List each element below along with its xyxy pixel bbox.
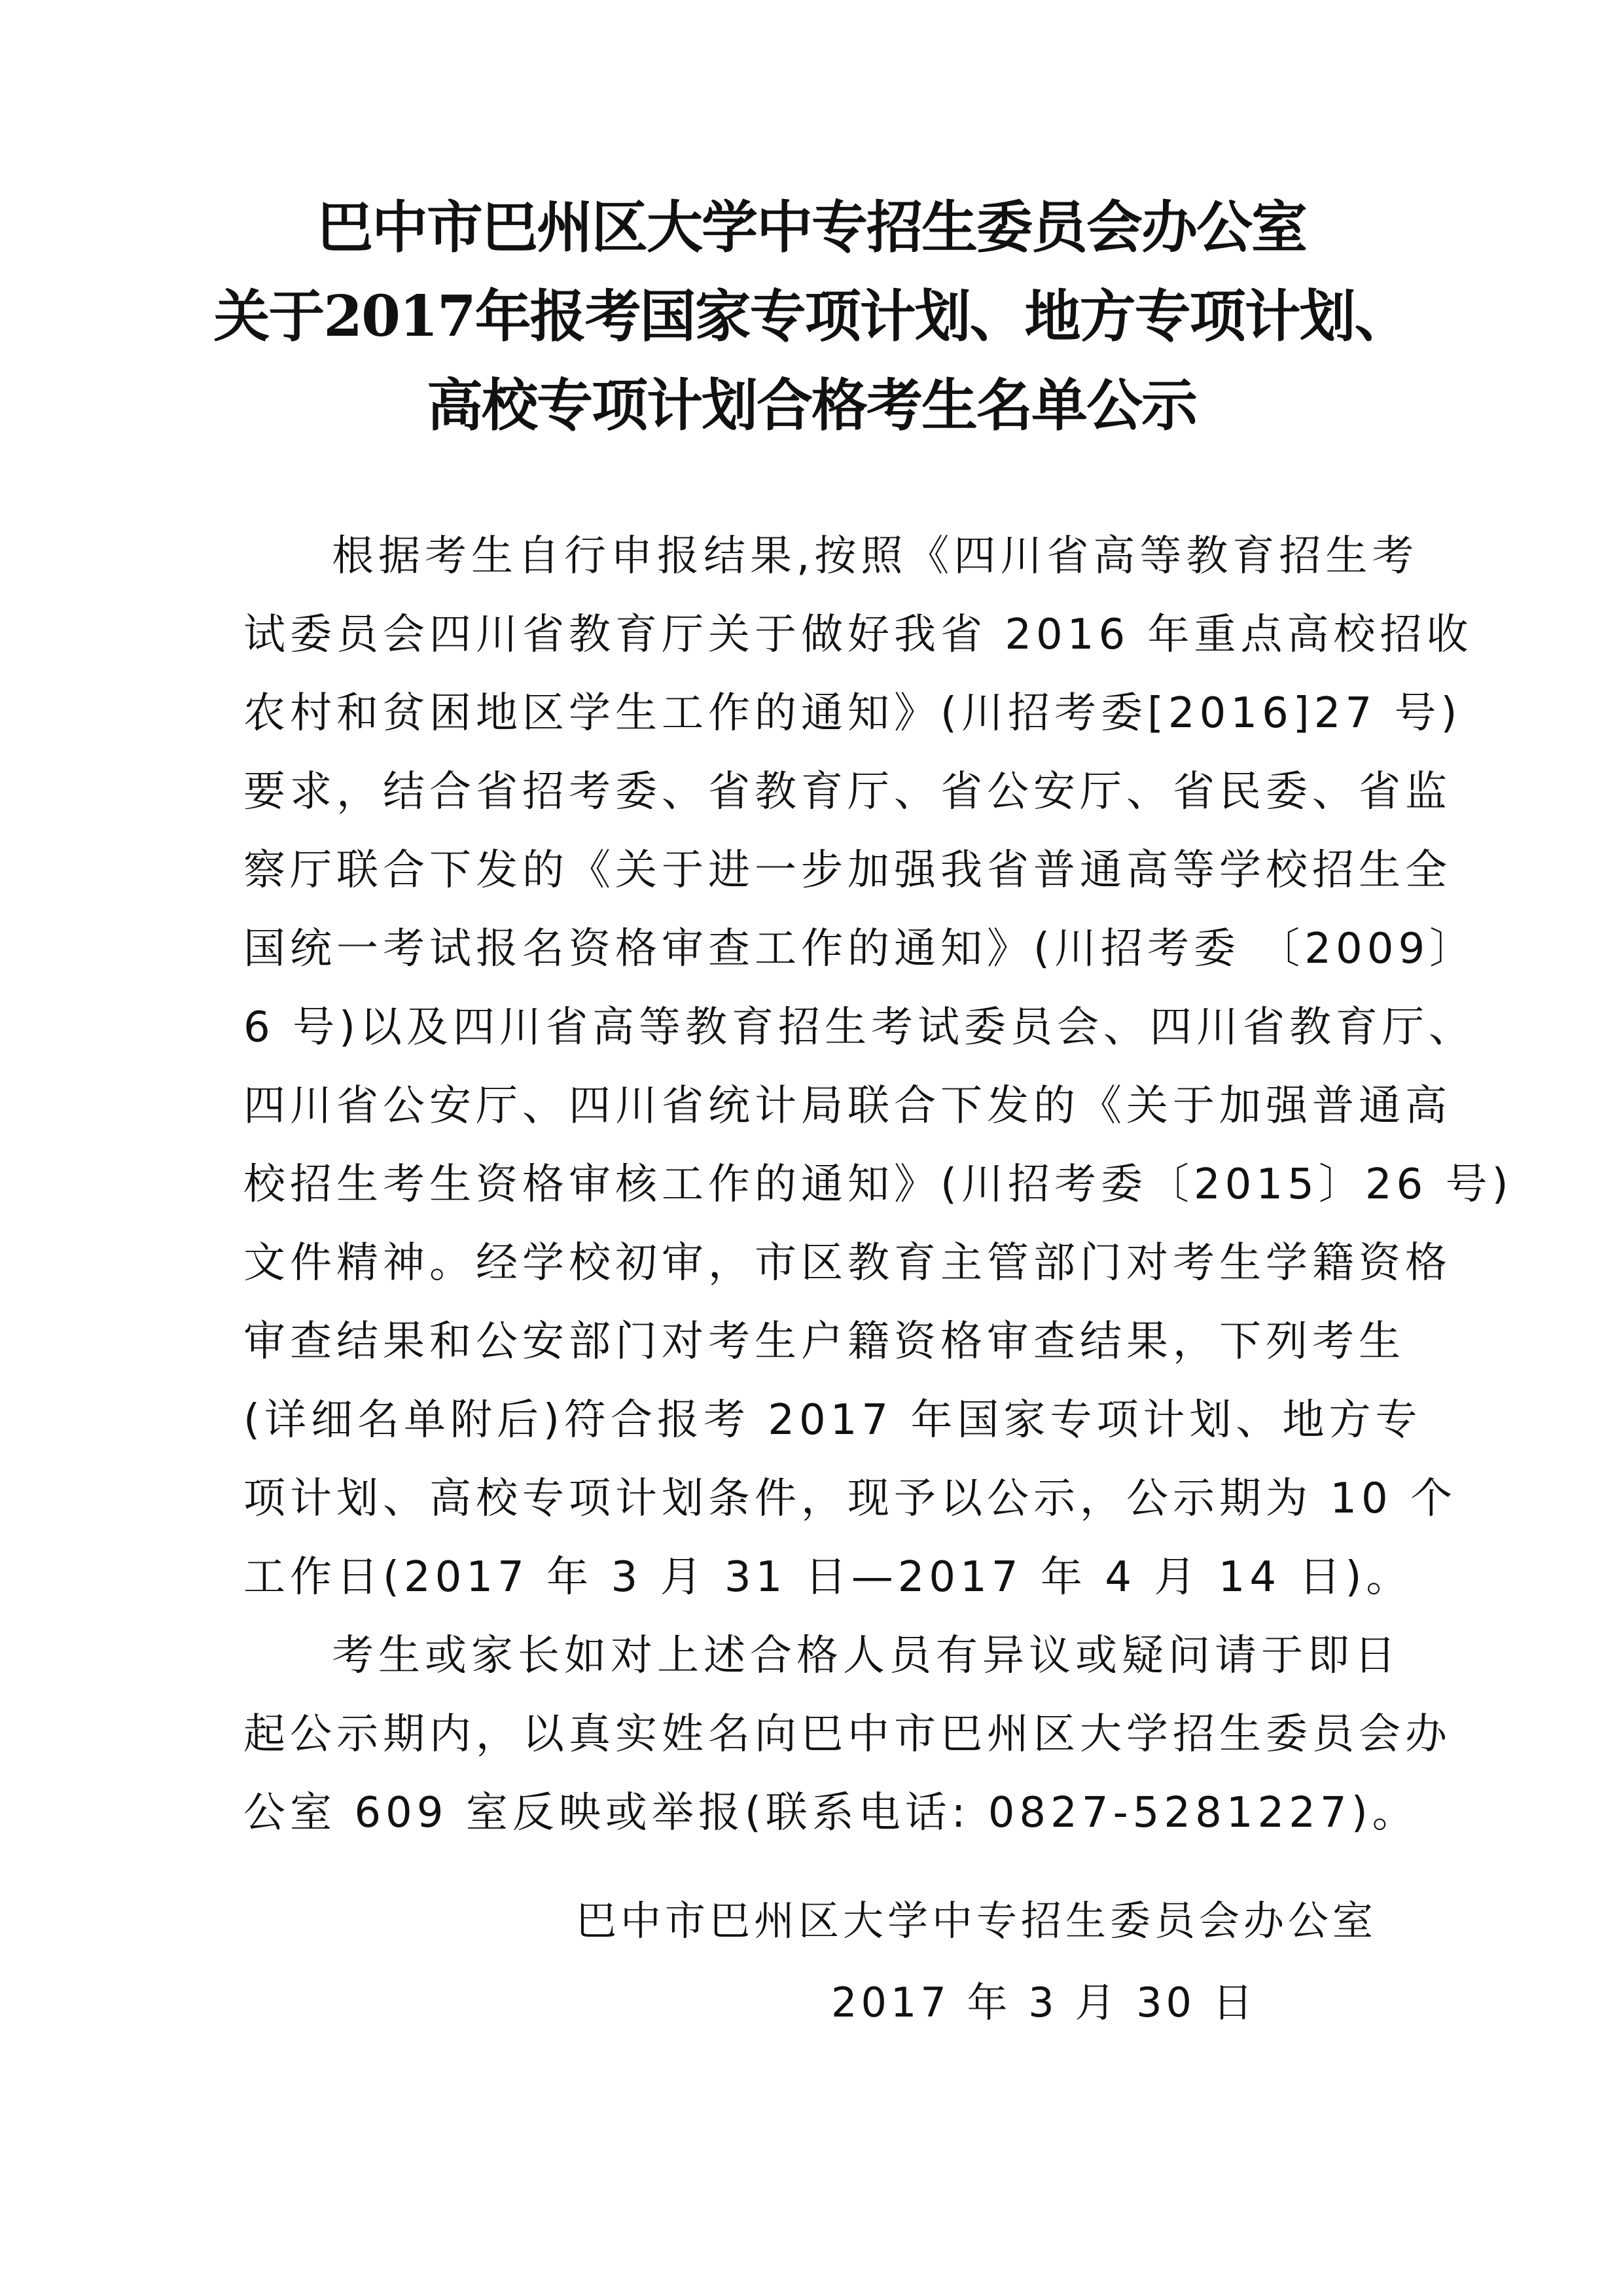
body-line-6: 国统一考试报名资格审查工作的通知》(川招考委 〔2009〕 <box>243 925 1476 973</box>
body-line-13: 项计划、高校专项计划条件，现予以公示，公示期为 10 个 <box>243 1475 1457 1523</box>
document-body <box>243 517 1513 1852</box>
body-line-16: 起公示期内，以真实姓名向巴中市巴州区大学招生委员会办 <box>243 1710 1452 1759</box>
body-line-11: 审查结果和公安部门对考生户籍资格审查结果，下列考生 <box>243 1318 1405 1366</box>
body-line-2: 试委员会四川省教育厅关于做好我省 2016 年重点高校招收 <box>243 611 1473 659</box>
title-line-3: 高校专项计划合格考生名单公示 <box>427 372 1196 439</box>
body-line-15: 考生或家长如对上述合格人员有异议或疑问请于即日 <box>332 1632 1400 1680</box>
issue-date: 2017 年 3 月 30 日 <box>831 1979 1257 2026</box>
title-line-2: 关于2017年报考国家专项计划、地方专项计划、 <box>213 283 1410 350</box>
body-line-10: 文件精神。经学校初审，市区教育主管部门对考生学籍资格 <box>243 1239 1452 1287</box>
document-title <box>196 183 1427 450</box>
body-line-5: 察厅联合下发的《关于进一步加强我省普通高等学校招生全 <box>243 846 1452 895</box>
body-line-7: 6 号)以及四川省高等教育招生考试委员会、四川省教育厅、 <box>243 1003 1476 1052</box>
body-line-14: 工作日(2017 年 3 月 31 日—2017 年 4 月 14 日)。 <box>243 1553 1413 1602</box>
body-line-9: 校招生考生资格审核工作的通知》(川招考委〔2015〕26 号) <box>243 1160 1513 1209</box>
body-line-4: 要求，结合省招考委、省教育厅、省公安厅、省民委、省监 <box>243 768 1452 816</box>
body-line-8: 四川省公安厅、四川省统计局联合下发的《关于加强普通高 <box>243 1082 1452 1130</box>
body-line-12: (详细名单附后)符合报考 2017 年国家专项计划、地方专 <box>243 1396 1422 1444</box>
title-line-1: 巴中市巴州区大学中专招生委员会办公室 <box>317 194 1306 260</box>
body-line-17: 公室 609 室反映或举报(联系电话: 0827-5281227)。 <box>243 1789 1419 1837</box>
body-line-3: 农村和贫困地区学生工作的通知》(川招考委[2016]27 号) <box>243 689 1462 738</box>
body-line-1: 根据考生自行申报结果,按照《四川省高等教育招生考 <box>332 532 1419 581</box>
issuer-signature: 巴中市巴州区大学中专招生委员会办公室 <box>576 1897 1378 1945</box>
